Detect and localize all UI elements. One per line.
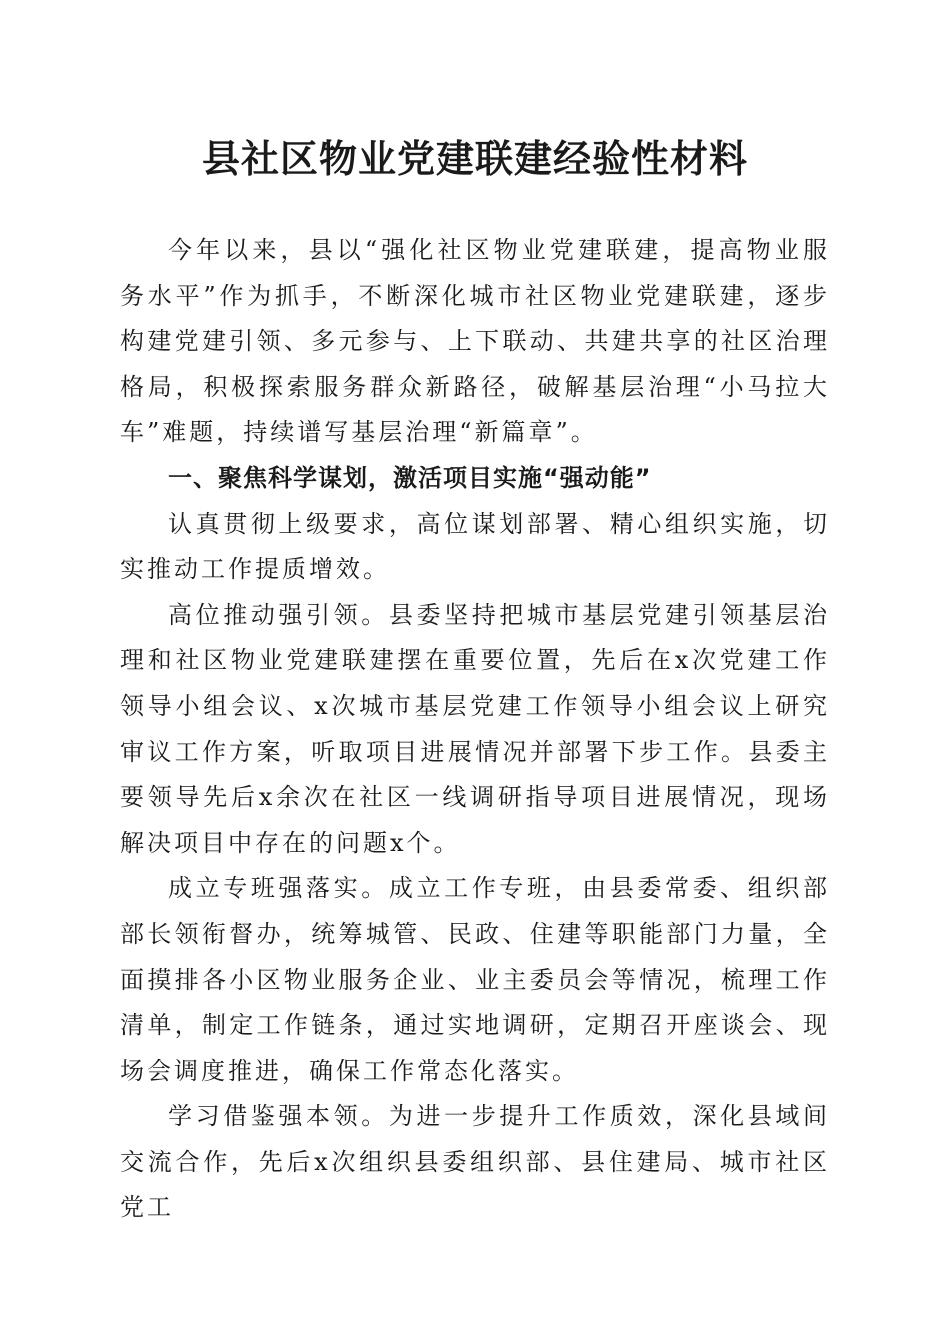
leadership-paragraph: 高位推动强引领。县委坚持把城市基层党建引领基层治理和社区物业党建联建摆在重要位置，先后在x次党建工作领导小组会议、x次城市基层党建工作领导小组会议上研究审议工作方案，听取项目进展情况并部署下步工作。县委主要领导先后x余次在社区一线调研指导项目进展情况，现场解决项目中存在的问题x个。 [120,600,830,857]
intro-paragraph: 今年以来，县以“强化社区物业党建联建，提高物业服务水平”作为抓手，不断深化城市社区物业党建联建，逐步构建党建引领、多元参与、上下联动、共建共享的社区治理格局，积极探索服务群众新路径，破解基层治理“小马拉大车”难题，持续谱写基层治理“新篇章”。 [120,236,830,447]
document-title: 县社区物业党建联建经验性材料 [201,136,748,181]
section-1-summary-paragraph: 认真贯彻上级要求，高位谋划部署、精心组织实施，切实推动工作提质增效。 [120,509,830,584]
learning-paragraph: 学习借鉴强本领。为进一步提升工作质效，深化县域间交流合作，先后x次组织县委组织部、县住建局、城市社区党工 [120,1102,830,1222]
section-heading-1: 一、聚焦科学谋划，激活项目实施“强动能” [168,463,652,492]
task-force-paragraph: 成立专班强落实。成立工作专班，由县委常委、组织部部长领衔督办，统筹城管、民政、住建等职能部门力量，全面摸排各小区物业服务企业、业主委员会等情况，梳理工作清单，制定工作链条，通过实地调研，定期召开座谈会、现场会调度推进，确保工作常态化落实。 [120,874,830,1085]
document-body [120,228,830,1231]
